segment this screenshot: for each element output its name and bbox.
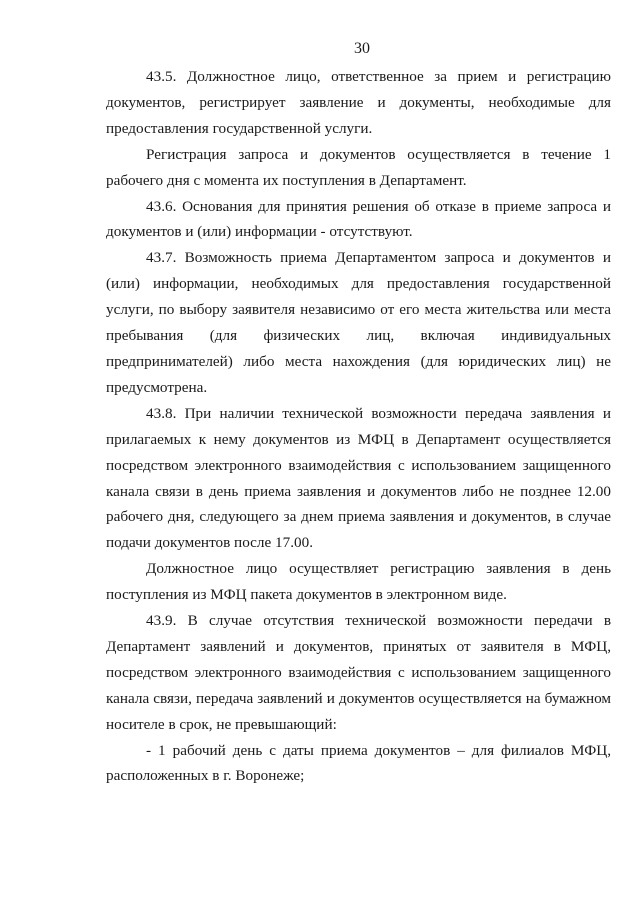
paragraph-registration-term: Регистрация запроса и документов осуществляется в течение 1 рабочего дня с момента их поступления в Департамент. <box>106 145 611 189</box>
paragraph-43-9: 43.9. В случае отсутствия технической возможности передачи в Департамент заявлений и документов, принятых от заявителя в МФЦ, посредством электронного взаимодействия с использованием защищенного канала связи, передача заявлений и документов осуществляется на бумажном носителе в срок, не превышающий: <box>106 612 611 733</box>
paragraph-43-7: 43.7. Возможность приема Департаментом запроса и документов и (или) информации, необходимых для предоставления государственной услуги, по выбору заявителя независимо от его места жительства или места пребывания (для физических лиц, включая индивидуальных предпринимателей) либо места нахождения (для юридических лиц) не предусмотрена. <box>106 249 611 396</box>
page-number: 30 <box>354 40 370 57</box>
paragraph-43-5: 43.5. Должностное лицо, ответственное за прием и регистрацию документов, регистрирует заявление и документы, необходимые для предоставления государственной услуги. <box>106 68 611 137</box>
paragraph-43-8: 43.8. При наличии технической возможности передача заявления и прилагаемых к нему документов из МФЦ в Департамент осуществляется посредством электронного взаимодействия с использованием защищенного канала связи в день приема заявления и документов либо не позднее 12.00 рабочего дня, следующего за днем приема заявления и документов, в случае подачи документов после 17.00. <box>106 404 611 552</box>
list-item-voronezh: - 1 рабочий день с даты приема документов – для филиалов МФЦ, расположенных в г. Воронеже; <box>106 741 611 785</box>
paragraph-official-registration: Должностное лицо осуществляет регистрацию заявления в день поступления из МФЦ пакета документов в электронном виде. <box>106 560 611 604</box>
document-body <box>106 64 611 789</box>
paragraph-43-6: 43.6. Основания для принятия решения об отказе в приеме запроса и документов и (или) информации - отсутствуют. <box>106 197 611 241</box>
